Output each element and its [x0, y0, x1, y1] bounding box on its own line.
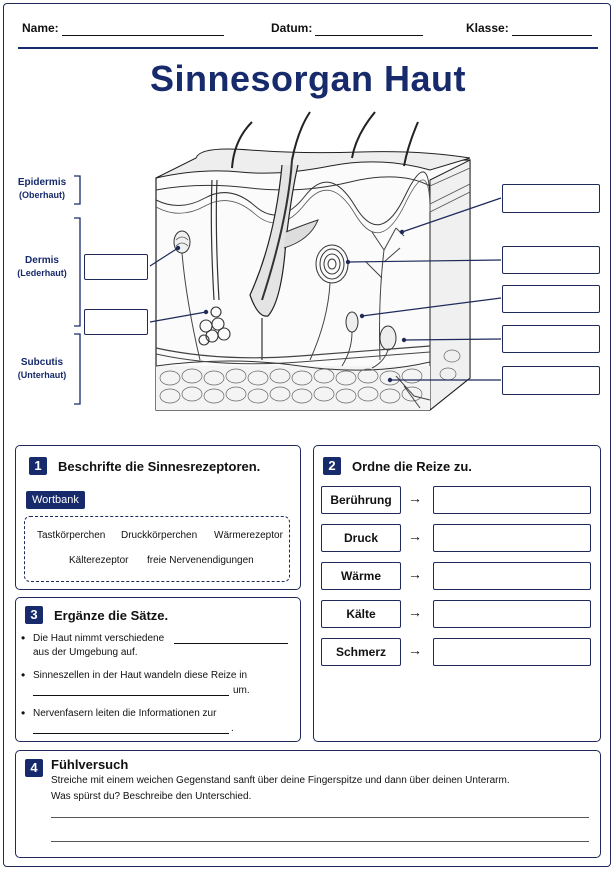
task3-number: 3 [25, 606, 43, 624]
arrow-icon: → [408, 604, 422, 620]
task4-instruction-2: Was spürst du? Beschreibe den Unterschied. [51, 791, 252, 802]
stimulus-box: Kälte [321, 600, 401, 628]
gap-field-1[interactable] [174, 643, 288, 644]
sentence-2a: Sinneszellen in der Haut wandeln diese Reize in [33, 670, 248, 681]
answer-box-stimulus[interactable] [433, 600, 591, 628]
label-box-right-4[interactable] [502, 325, 600, 353]
sentence-3a: Nervenfasern leiten die Informationen zur [33, 708, 217, 719]
bullet-icon: • [21, 668, 26, 682]
stimulus-box: Berührung [321, 486, 401, 514]
layer-label-dermis: Dermis (Lederhaut) [17, 255, 67, 278]
word-item: freie Nervenendigungen [147, 555, 254, 566]
arrow-icon: → [408, 528, 422, 544]
word-item: Druckkörperchen [121, 530, 198, 541]
writing-line[interactable] [51, 841, 589, 842]
layer-label-subcutis: Subcutis (Unterhaut) [17, 357, 67, 380]
word-item: Kälterezeptor [69, 555, 129, 566]
label-box-right-3[interactable] [502, 285, 600, 313]
answer-box-stimulus[interactable] [433, 486, 591, 514]
label-box-right-5[interactable] [502, 366, 600, 395]
task4-instruction-1: Streiche mit einem weichen Gegenstand sanft über deine Fingerspitze und dann über deinen Unterarm. [51, 775, 510, 786]
label-box-left-2[interactable] [84, 309, 148, 335]
sentence-1a: Die Haut nimmt verschiedene [33, 633, 165, 644]
sentence-3b: . [231, 723, 234, 734]
answer-box-stimulus[interactable] [433, 524, 591, 552]
arrow-icon: → [408, 566, 422, 582]
stimulus-box: Schmerz [321, 638, 401, 666]
task4-title: Fühlversuch [51, 757, 129, 772]
word-item: Wärmerezeptor [214, 530, 283, 541]
sentence-2b: um. [233, 685, 250, 696]
wordbank-box [24, 516, 290, 582]
arrow-icon: → [408, 642, 422, 658]
stimulus-box: Druck [321, 524, 401, 552]
label-box-right-1[interactable] [502, 184, 600, 213]
gap-field-3[interactable] [33, 733, 229, 734]
waermerezeptor [346, 312, 358, 332]
task4-number: 4 [25, 759, 43, 777]
answer-box-stimulus[interactable] [433, 562, 591, 590]
label-box-right-2[interactable] [502, 246, 600, 274]
sentence-1b: aus der Umgebung auf. [33, 647, 138, 658]
name-label: Name: [22, 21, 59, 35]
gap-field-2[interactable] [33, 695, 229, 696]
writing-line[interactable] [51, 817, 589, 818]
layer-label-epidermis: Epidermis (Oberhaut) [17, 177, 67, 200]
bullet-icon: • [21, 706, 26, 720]
stimulus-box: Wärme [321, 562, 401, 590]
word-item: Tastkörperchen [37, 530, 106, 541]
label-box-left-1[interactable] [84, 254, 148, 280]
arrow-icon: → [408, 490, 422, 506]
bullet-icon: • [21, 631, 26, 645]
task3-title: Ergänze die Sätze. [54, 608, 169, 623]
answer-box-stimulus[interactable] [433, 638, 591, 666]
task2-number: 2 [323, 457, 341, 475]
task1-number: 1 [29, 457, 47, 475]
page-title: Sinnesorgan Haut [149, 58, 467, 99]
klasse-label: Klasse: [466, 21, 509, 35]
skin-block-side [430, 160, 470, 410]
datum-label: Datum: [271, 21, 313, 35]
task1-title: Beschrifte die Sinnesrezeptoren. [58, 459, 261, 474]
layer-brackets [74, 176, 80, 404]
wordbank-tag: Wortbank [26, 491, 85, 509]
kaelterezeptor [380, 326, 396, 350]
task2-title: Ordne die Reize zu. [352, 459, 472, 474]
